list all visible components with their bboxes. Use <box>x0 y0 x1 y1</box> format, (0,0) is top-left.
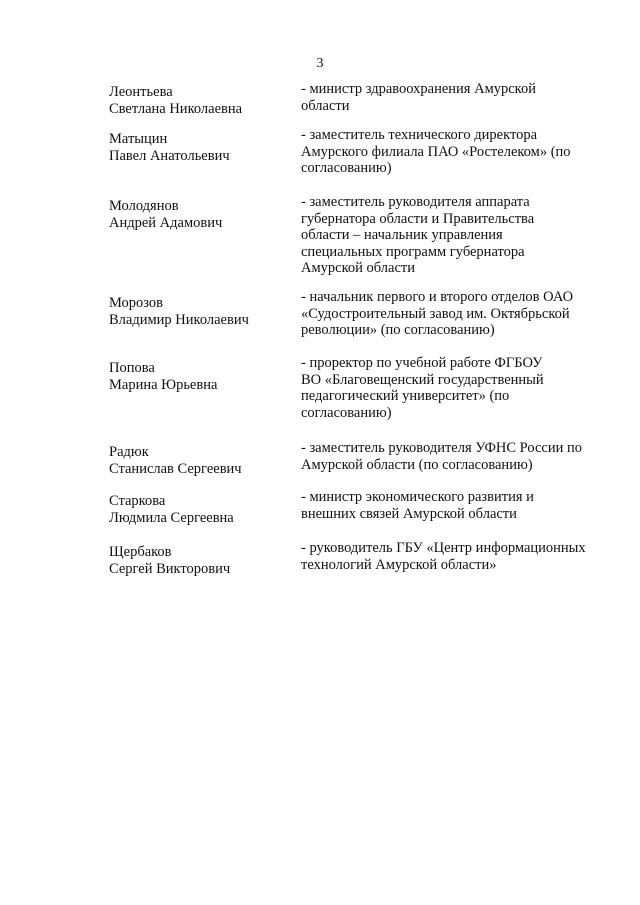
member-role <box>301 194 601 277</box>
member-name <box>109 131 289 164</box>
member-name <box>109 493 289 526</box>
role-line: - заместитель руководителя УФНС России по <box>301 440 583 456</box>
member-given-names: Людмила Сергеевна <box>109 509 234 526</box>
role-line: - заместитель технического директора <box>301 127 538 143</box>
member-surname: Попова <box>109 360 155 376</box>
role-line: согласованию) <box>301 160 392 176</box>
role-line: Амурской области (по согласованию) <box>301 456 533 473</box>
member-surname: Щербаков <box>109 544 172 560</box>
member-name <box>109 84 289 117</box>
member-role <box>301 540 601 573</box>
role-line: Амурской области <box>301 260 415 276</box>
role-line: специальных программ губернатора <box>301 243 525 260</box>
member-role <box>301 489 601 522</box>
role-line: внешних связей Амурской области <box>301 505 517 522</box>
member-surname: Леонтьева <box>109 84 173 100</box>
member-surname: Радюк <box>109 444 149 460</box>
member-given-names: Владимир Николаевич <box>109 311 249 328</box>
member-name <box>109 444 289 477</box>
member-name <box>109 295 289 328</box>
member-name <box>109 198 289 231</box>
role-line: губернатора области и Правительства <box>301 210 535 227</box>
member-surname: Молодянов <box>109 198 179 214</box>
role-line: - начальник первого и второго отделов ОАО <box>301 289 574 305</box>
role-line: Амурского филиала ПАО «Ростелеком» (по <box>301 143 571 160</box>
role-line: педагогический университет» (по <box>301 388 510 404</box>
member-given-names: Андрей Адамович <box>109 214 223 231</box>
member-given-names: Сергей Викторович <box>109 560 231 577</box>
member-role <box>301 127 601 177</box>
member-role <box>301 440 601 473</box>
member-role <box>301 355 601 421</box>
role-line: - министр экономического развития и <box>301 489 534 505</box>
role-line: - заместитель руководителя аппарата <box>301 194 530 210</box>
role-line: - руководитель ГБУ «Центр информационных <box>301 540 586 556</box>
role-line: согласованию) <box>301 404 392 421</box>
member-surname: Морозов <box>109 295 164 311</box>
role-line: области <box>301 97 350 114</box>
role-line: ВО «Благовещенский государственный <box>301 371 544 388</box>
role-line: «Судостроительный завод им. Октябрьской <box>301 305 570 322</box>
member-given-names: Станислав Сергеевич <box>109 460 242 477</box>
member-role <box>301 289 601 339</box>
member-given-names: Павел Анатольевич <box>109 147 230 164</box>
role-line: - проректор по учебной работе ФГБОУ <box>301 355 543 371</box>
member-surname: Старкова <box>109 493 166 509</box>
role-line: - министр здравоохранения Амурской <box>301 81 536 97</box>
member-name <box>109 544 289 577</box>
member-given-names: Светлана Николаевна <box>109 100 243 117</box>
role-line: области – начальник управления <box>301 227 503 243</box>
page-number: 3 <box>316 56 324 71</box>
member-given-names: Марина Юрьевна <box>109 376 218 393</box>
role-line: революции» (по согласованию) <box>301 322 495 338</box>
member-name <box>109 360 289 393</box>
member-surname: Матыцин <box>109 131 168 147</box>
member-role <box>301 81 601 114</box>
role-line: технологий Амурской области» <box>301 556 497 573</box>
